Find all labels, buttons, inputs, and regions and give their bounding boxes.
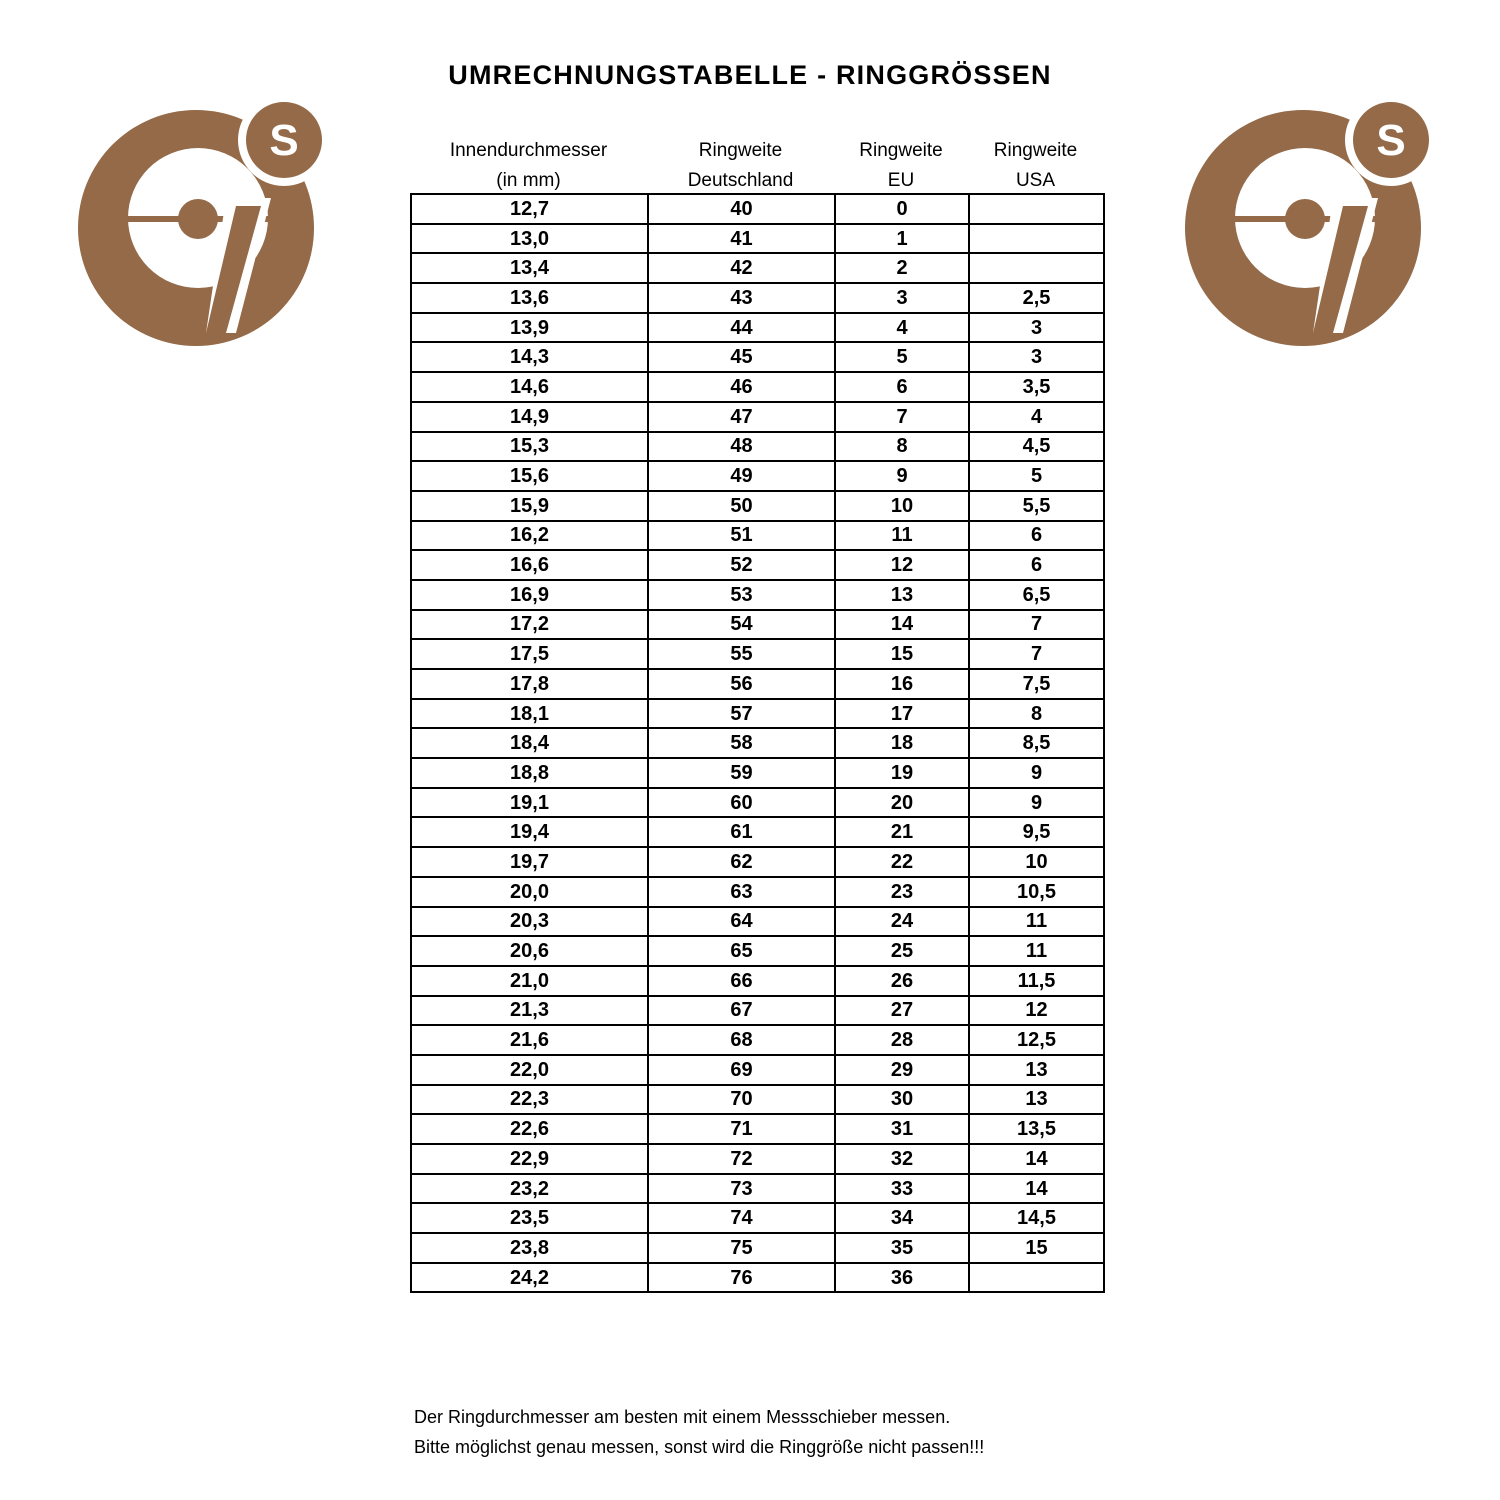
table-row — [411, 669, 1104, 699]
table-cell: 23,2 — [411, 1174, 648, 1204]
table-cell: 19,4 — [411, 817, 648, 847]
brand-logo-left — [76, 88, 336, 348]
table-cell: 47 — [648, 402, 835, 432]
table-row — [411, 1263, 1104, 1293]
table-cell: 70 — [648, 1085, 835, 1115]
table-cell: 7,5 — [969, 669, 1104, 699]
header-line: Innendurchmesser — [449, 140, 608, 161]
table-row — [411, 342, 1104, 372]
table-row — [411, 224, 1104, 254]
table-cell: 35 — [835, 1233, 969, 1263]
table-cell: 17,5 — [411, 639, 648, 669]
table-cell: 9 — [835, 461, 969, 491]
table-row — [411, 521, 1104, 551]
table-cell — [969, 1263, 1104, 1293]
table-cell: 13,6 — [411, 283, 648, 313]
table-cell: 14,9 — [411, 402, 648, 432]
table-cell: 13,4 — [411, 253, 648, 283]
table-cell: 50 — [648, 491, 835, 521]
table-cell: 63 — [648, 877, 835, 907]
header-line: EU — [887, 170, 915, 191]
table-cell: 54 — [648, 610, 835, 640]
table-cell: 72 — [648, 1144, 835, 1174]
table-row — [411, 1203, 1104, 1233]
table-row — [411, 283, 1104, 313]
table-cell: 23,8 — [411, 1233, 648, 1263]
table-row — [411, 610, 1104, 640]
table-cell: 13,0 — [411, 224, 648, 254]
table-cell: 19,1 — [411, 788, 648, 818]
table-cell: 6,5 — [969, 580, 1104, 610]
table-cell: 6 — [835, 372, 969, 402]
svg-text:S: S — [1376, 116, 1406, 165]
table-row — [411, 996, 1104, 1026]
table-cell: 36 — [835, 1263, 969, 1293]
table-row — [411, 728, 1104, 758]
table-cell: 76 — [648, 1263, 835, 1293]
table-row — [411, 550, 1104, 580]
table-cell — [969, 194, 1104, 224]
table-cell: 68 — [648, 1025, 835, 1055]
table-cell: 12 — [835, 550, 969, 580]
table-cell: 31 — [835, 1114, 969, 1144]
table-cell: 22,6 — [411, 1114, 648, 1144]
table-cell: 43 — [648, 283, 835, 313]
table-row — [411, 402, 1104, 432]
table-cell: 17,8 — [411, 669, 648, 699]
table-row — [411, 877, 1104, 907]
table-cell: 28 — [835, 1025, 969, 1055]
table-cell: 24 — [835, 907, 969, 937]
table-cell: 45 — [648, 342, 835, 372]
table-cell: 22,0 — [411, 1055, 648, 1085]
table-cell: 7 — [969, 610, 1104, 640]
table-cell: 48 — [648, 432, 835, 462]
table-cell: 18 — [835, 728, 969, 758]
table-body — [411, 194, 1104, 1292]
table-cell: 21,3 — [411, 996, 648, 1026]
table-row — [411, 699, 1104, 729]
table-cell: 21,6 — [411, 1025, 648, 1055]
table-row — [411, 758, 1104, 788]
table-cell: 18,4 — [411, 728, 648, 758]
table-cell: 46 — [648, 372, 835, 402]
table-cell: 22,3 — [411, 1085, 648, 1115]
table-cell: 20 — [835, 788, 969, 818]
table-cell: 16 — [835, 669, 969, 699]
table-cell: 15 — [969, 1233, 1104, 1263]
table-cell: 5 — [835, 342, 969, 372]
table-cell: 65 — [648, 936, 835, 966]
table-row — [411, 936, 1104, 966]
column-header-eu — [834, 136, 968, 196]
table-cell: 66 — [648, 966, 835, 996]
table-cell — [969, 253, 1104, 283]
table-cell: 19,7 — [411, 847, 648, 877]
table-cell: 20,6 — [411, 936, 648, 966]
header-line: Ringweite — [698, 140, 783, 161]
table-cell: 74 — [648, 1203, 835, 1233]
table-cell: 29 — [835, 1055, 969, 1085]
table-cell: 8 — [835, 432, 969, 462]
table-cell: 10 — [969, 847, 1104, 877]
table-row — [411, 1085, 1104, 1115]
measuring-note — [414, 1402, 984, 1462]
table-cell: 5 — [969, 461, 1104, 491]
table-row — [411, 313, 1104, 343]
table-cell: 12 — [969, 996, 1104, 1026]
table-cell: 11 — [835, 521, 969, 551]
table-cell: 3,5 — [969, 372, 1104, 402]
svg-text:S: S — [269, 116, 299, 165]
table-row — [411, 491, 1104, 521]
table-cell: 33 — [835, 1174, 969, 1204]
table-cell: 15,9 — [411, 491, 648, 521]
table-row — [411, 847, 1104, 877]
table-row — [411, 966, 1104, 996]
table-cell: 40 — [648, 194, 835, 224]
table-cell: 26 — [835, 966, 969, 996]
table-row — [411, 1114, 1104, 1144]
table-cell: 44 — [648, 313, 835, 343]
table-cell: 51 — [648, 521, 835, 551]
table-cell: 57 — [648, 699, 835, 729]
table-cell: 7 — [969, 639, 1104, 669]
table-cell: 22 — [835, 847, 969, 877]
table-cell: 52 — [648, 550, 835, 580]
table-cell: 4 — [835, 313, 969, 343]
table-cell: 4 — [969, 402, 1104, 432]
table-cell: 11,5 — [969, 966, 1104, 996]
table-cell: 6 — [969, 550, 1104, 580]
table-cell: 9,5 — [969, 817, 1104, 847]
column-header-usa — [968, 136, 1103, 196]
table-cell: 4,5 — [969, 432, 1104, 462]
table-row — [411, 1144, 1104, 1174]
table-cell: 23,5 — [411, 1203, 648, 1233]
table-cell: 9 — [969, 788, 1104, 818]
table-cell: 42 — [648, 253, 835, 283]
table-row — [411, 580, 1104, 610]
table-cell: 1 — [835, 224, 969, 254]
note-line: Bitte möglichst genau messen, sonst wird die Ringgröße nicht passen!!! — [414, 1437, 985, 1457]
table-cell: 9 — [969, 758, 1104, 788]
table-row — [411, 788, 1104, 818]
table-cell: 64 — [648, 907, 835, 937]
table-row — [411, 907, 1104, 937]
table-cell: 13 — [969, 1055, 1104, 1085]
table-cell: 30 — [835, 1085, 969, 1115]
table-cell: 14 — [969, 1174, 1104, 1204]
table-cell: 10,5 — [969, 877, 1104, 907]
table-cell: 3 — [835, 283, 969, 313]
page-title: UMRECHNUNGSTABELLE - RINGGRÖSSEN — [448, 60, 1052, 90]
table-row — [411, 1174, 1104, 1204]
table-row — [411, 1025, 1104, 1055]
table-cell: 0 — [835, 194, 969, 224]
table-cell: 55 — [648, 639, 835, 669]
table-row — [411, 1055, 1104, 1085]
table-cell: 14,6 — [411, 372, 648, 402]
table-cell: 2,5 — [969, 283, 1104, 313]
table-cell: 10 — [835, 491, 969, 521]
table-cell: 2 — [835, 253, 969, 283]
table-cell: 25 — [835, 936, 969, 966]
header-line: Deutschland — [687, 170, 794, 191]
table-row — [411, 461, 1104, 491]
table-cell: 13,5 — [969, 1114, 1104, 1144]
table-cell: 49 — [648, 461, 835, 491]
table-cell: 19 — [835, 758, 969, 788]
table-cell: 59 — [648, 758, 835, 788]
table-cell: 13 — [835, 580, 969, 610]
brand-logo-right — [1183, 88, 1443, 348]
table-cell: 41 — [648, 224, 835, 254]
table-cell: 8 — [969, 699, 1104, 729]
table-cell: 62 — [648, 847, 835, 877]
header-line: Ringweite — [993, 140, 1078, 161]
table-row — [411, 432, 1104, 462]
table-cell: 5,5 — [969, 491, 1104, 521]
table-cell: 22,9 — [411, 1144, 648, 1174]
header-line: (in mm) — [496, 170, 561, 191]
table-cell: 71 — [648, 1114, 835, 1144]
table-row — [411, 1233, 1104, 1263]
header-line: Ringweite — [859, 140, 943, 161]
table-cell: 27 — [835, 996, 969, 1026]
table-cell: 3 — [969, 342, 1104, 372]
table-row — [411, 194, 1104, 224]
table-cell: 56 — [648, 669, 835, 699]
table-cell: 14,3 — [411, 342, 648, 372]
table-row — [411, 817, 1104, 847]
table-cell: 20,3 — [411, 907, 648, 937]
table-row — [411, 253, 1104, 283]
table-cell: 15,6 — [411, 461, 648, 491]
table-cell: 17,2 — [411, 610, 648, 640]
table-cell: 21 — [835, 817, 969, 847]
table-cell: 67 — [648, 996, 835, 1026]
table-cell: 24,2 — [411, 1263, 648, 1293]
table-cell: 14 — [835, 610, 969, 640]
table-cell: 15 — [835, 639, 969, 669]
table-cell: 6 — [969, 521, 1104, 551]
table-cell: 3 — [969, 313, 1104, 343]
note-line: Der Ringdurchmesser am besten mit einem Messschieber messen. — [414, 1407, 951, 1427]
table-cell: 17 — [835, 699, 969, 729]
table-row — [411, 372, 1104, 402]
table-cell: 18,8 — [411, 758, 648, 788]
table-cell: 21,0 — [411, 966, 648, 996]
table-cell: 60 — [648, 788, 835, 818]
table-cell: 11 — [969, 936, 1104, 966]
table-cell: 32 — [835, 1144, 969, 1174]
table-cell: 20,0 — [411, 877, 648, 907]
table-cell: 75 — [648, 1233, 835, 1263]
table-cell: 69 — [648, 1055, 835, 1085]
table-cell: 73 — [648, 1174, 835, 1204]
table-cell: 16,2 — [411, 521, 648, 551]
table-cell — [969, 224, 1104, 254]
table-cell: 34 — [835, 1203, 969, 1233]
table-cell: 16,9 — [411, 580, 648, 610]
table-cell: 13,9 — [411, 313, 648, 343]
table-cell: 61 — [648, 817, 835, 847]
table-cell: 14 — [969, 1144, 1104, 1174]
table-cell: 7 — [835, 402, 969, 432]
column-header-germany — [647, 136, 834, 196]
header-line: USA — [1015, 170, 1056, 191]
table-cell: 12,7 — [411, 194, 648, 224]
table-cell: 58 — [648, 728, 835, 758]
table-cell: 14,5 — [969, 1203, 1104, 1233]
ring-size-table — [410, 193, 1105, 1293]
table-row — [411, 639, 1104, 669]
table-cell: 53 — [648, 580, 835, 610]
table-cell: 23 — [835, 877, 969, 907]
table-cell: 13 — [969, 1085, 1104, 1115]
table-cell: 8,5 — [969, 728, 1104, 758]
column-header-inner-diameter — [410, 136, 647, 196]
table-cell: 16,6 — [411, 550, 648, 580]
table-cell: 15,3 — [411, 432, 648, 462]
table-cell: 12,5 — [969, 1025, 1104, 1055]
table-cell: 18,1 — [411, 699, 648, 729]
table-cell: 11 — [969, 907, 1104, 937]
